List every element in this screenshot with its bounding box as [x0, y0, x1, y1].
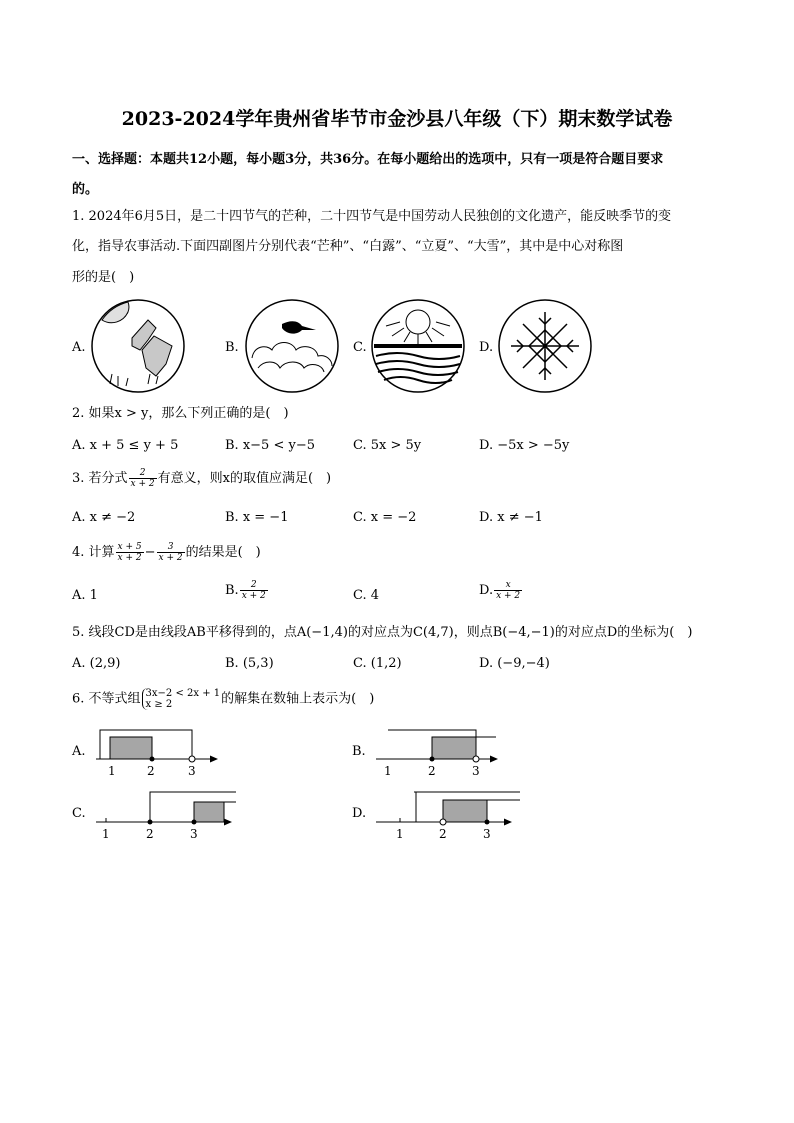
- q4-option-d-fraction: [494, 580, 522, 601]
- q4-option-b-label: B.: [225, 583, 239, 598]
- q6-option-d-label[interactable]: D.: [352, 806, 367, 821]
- q6-b-tick-1: 1: [384, 764, 392, 778]
- q2-option-d[interactable]: D. −5x > −5y: [479, 438, 570, 453]
- q6-a-tick-3: 3: [188, 764, 196, 778]
- q6-suffix: 的解集在数轴上表示为( ): [221, 691, 375, 707]
- exam-title: 2023-2024学年贵州省毕节市金沙县八年级（下）期末数学试卷: [121, 108, 673, 130]
- q4-f2-den: x + 2: [158, 553, 183, 563]
- q4-prefix: 4. 计算: [72, 545, 115, 560]
- q5-stem: 5. 线段CD是由线段AB平移得到的，点A(−1,4)的对应点为C(4,7)，则点B(−4,−1)的对应点D的坐标为( ): [72, 625, 693, 640]
- q5-option-a[interactable]: A. (2,9): [72, 656, 121, 671]
- q5-option-b[interactable]: B. (5,3): [225, 656, 274, 671]
- q6-d-tick-2: 2: [439, 827, 447, 841]
- q6-b-point-2: [430, 757, 435, 762]
- q1-option-d-label[interactable]: D.: [479, 340, 494, 355]
- q3-suffix: 有意义，则x的取值应满足( ): [157, 471, 332, 486]
- q6-d-tick-3: 3: [483, 827, 491, 841]
- q6-d-tick-1: 1: [396, 827, 404, 841]
- q4-f2-num: 3: [157, 542, 185, 553]
- q3-fraction: [129, 468, 157, 489]
- q6-a-tick-2: 2: [147, 764, 155, 778]
- q5-option-d[interactable]: D. (−9,−4): [479, 656, 550, 671]
- q1-option-b-image: [244, 298, 340, 394]
- q3-option-d[interactable]: D. x ≠ −1: [479, 510, 543, 525]
- q5-option-c[interactable]: C. (1,2): [353, 656, 402, 671]
- q6-option-a-numberline: [90, 726, 230, 780]
- q4-fraction-2: [157, 542, 185, 563]
- q6-inequality-system: [142, 688, 221, 710]
- q3-frac-den: x + 2: [130, 479, 155, 489]
- q6-b-point-3: [473, 756, 479, 762]
- q6-c-shade: [194, 802, 224, 822]
- q4-option-d[interactable]: [479, 580, 523, 601]
- q4-option-d-num: x: [494, 580, 522, 591]
- q6-a-point-3: [189, 756, 195, 762]
- q6-ineq-1: 3x−2 < 2x + 1: [145, 688, 221, 699]
- q6-a-tick-1: 1: [108, 764, 116, 778]
- q4-minus: −: [144, 545, 156, 560]
- q6-d-point-2: [440, 819, 446, 825]
- q2-option-b[interactable]: B. x−5 < y−5: [225, 438, 315, 453]
- q6-d-bracket-1: [416, 792, 446, 822]
- q6-b-shade: [432, 737, 476, 759]
- q4-f1-den: x + 2: [117, 553, 142, 563]
- q3-option-c[interactable]: C. x = −2: [353, 510, 417, 525]
- q6-prefix: 6. 不等式组: [72, 691, 141, 707]
- q3-prefix: 3. 若分式: [72, 471, 128, 486]
- q1-stem-line3: 形的是( ): [72, 270, 135, 285]
- q6-a-shade: [110, 737, 152, 759]
- q6-c-arrow: [224, 819, 232, 826]
- q4-option-b-fraction: [240, 580, 268, 601]
- q6-d-shade: [443, 800, 487, 822]
- q6-option-a-label[interactable]: A.: [72, 744, 86, 759]
- q1-stem-line2: 化，指导农事活动.下面四副图片分别代表“芒种”、“白露”、“立夏”、“大雪”，其中是中心对称图: [72, 239, 624, 254]
- q6-c-tick-1: 1: [102, 827, 110, 841]
- section-heading-line1: 一、选择题：本题共12小题，每小题3分，共36分。在每小题给出的选项中，只有一项是符合题目要求: [72, 152, 664, 167]
- q4-stem: [72, 542, 261, 563]
- q6-c-point-3: [192, 820, 197, 825]
- q4-fraction-1: [116, 542, 144, 563]
- q4-f1-num: x + 5: [117, 542, 142, 552]
- q6-d-point-3: [485, 820, 490, 825]
- q3-frac-num: 2: [129, 468, 157, 479]
- section-heading-line2: 的。: [72, 182, 99, 197]
- q6-ineq-2: x ≥ 2: [145, 699, 173, 710]
- q6-b-tick-2: 2: [428, 764, 436, 778]
- q6-c-tick-3: 3: [190, 827, 198, 841]
- q2-stem: 2. 如果x > y，那么下列正确的是( ): [72, 406, 289, 421]
- q6-stem: [72, 688, 374, 710]
- q4-option-a[interactable]: A. 1: [72, 588, 98, 603]
- q4-option-b-num: 2: [240, 580, 268, 591]
- q6-d-arrow: [504, 819, 512, 826]
- q2-option-c[interactable]: C. 5x > 5y: [353, 438, 422, 453]
- q4-option-d-den: x + 2: [496, 591, 521, 601]
- q6-option-d-numberline: [370, 788, 520, 842]
- q6-c-point-2: [148, 820, 153, 825]
- q3-stem: [72, 468, 331, 489]
- q3-option-a[interactable]: A. x ≠ −2: [72, 510, 136, 525]
- q4-suffix: 的结果是( ): [185, 545, 261, 560]
- q6-a-arrow: [210, 756, 218, 763]
- q6-option-b-numberline: [370, 726, 510, 780]
- q1-option-a-image: [90, 298, 186, 394]
- q6-b-tick-3: 3: [472, 764, 480, 778]
- q1-option-b-label[interactable]: B.: [225, 340, 239, 355]
- q6-c-tick-2: 2: [146, 827, 154, 841]
- q6-option-c-numberline: [90, 788, 240, 842]
- q2-option-a[interactable]: A. x + 5 ≤ y + 5: [72, 438, 179, 453]
- q6-option-c-label[interactable]: C.: [72, 806, 86, 821]
- q1-option-a-label[interactable]: A.: [72, 340, 86, 355]
- q1-stem-line1: 1. 2024年6月5日，是二十四节气的芒种，二十四节气是中国劳动人民独创的文化遗产，能反映季节的变: [72, 209, 672, 224]
- q6-a-point-2: [150, 757, 155, 762]
- q1-option-c-image: [370, 298, 466, 394]
- q1-option-c-label[interactable]: C.: [353, 340, 367, 355]
- q4-option-c[interactable]: C. 4: [353, 588, 380, 603]
- q6-option-b-label[interactable]: B.: [352, 744, 366, 759]
- q3-option-b[interactable]: B. x = −1: [225, 510, 289, 525]
- q1-option-d-image: [497, 298, 593, 394]
- q6-b-arrow: [490, 756, 498, 763]
- q4-option-b[interactable]: [225, 580, 269, 601]
- q4-option-d-label: D.: [479, 583, 494, 598]
- q4-option-b-den: x + 2: [241, 591, 266, 601]
